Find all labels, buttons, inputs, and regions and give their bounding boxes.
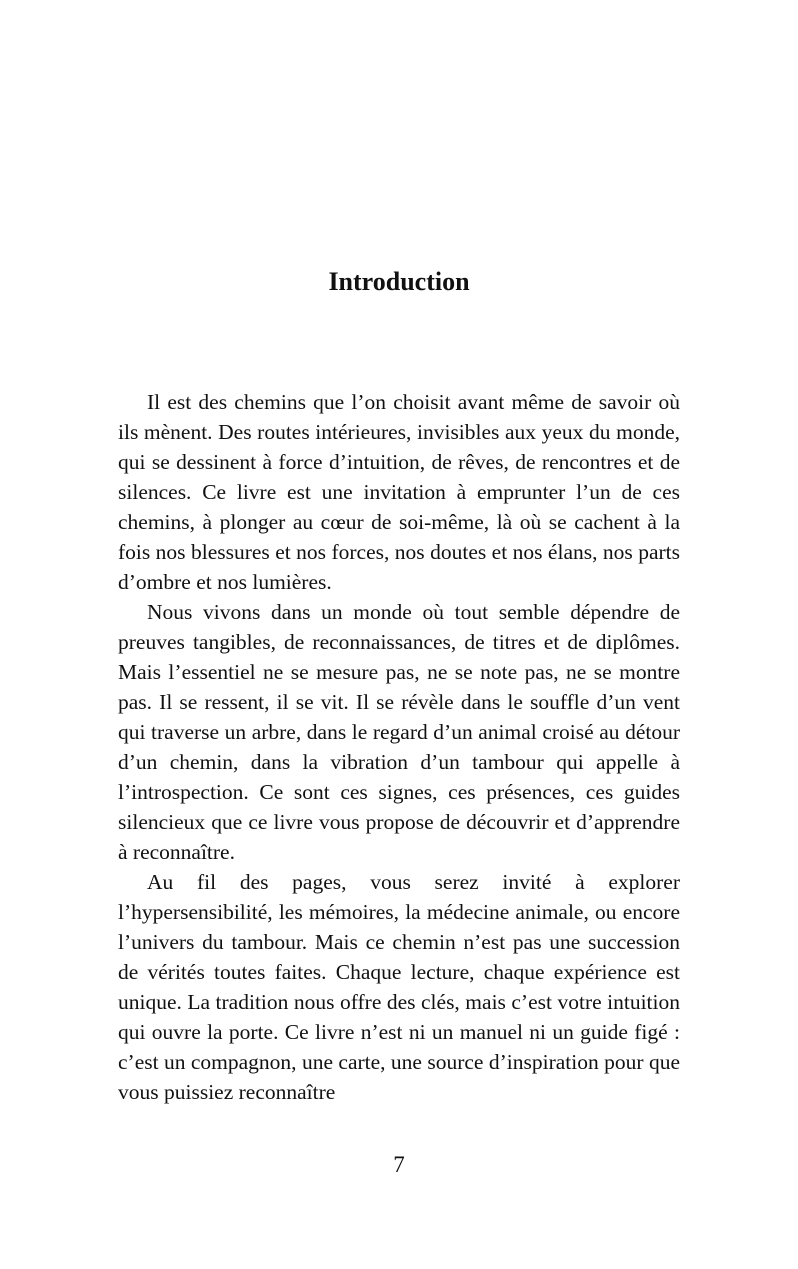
paragraph-1: Il est des chemins que l’on choisit avant même de savoir où ils mènent. Des routes intérieures, invisibles aux yeux du monde, qui se dessinent à force d’intuition, de rêves, de rencontres et de silences. Ce livre est une invitation à emprunter l’un de ces chemins, à plonger au cœur de soi-même, là où se cachent à la fois nos blessures et nos forces, nos doutes et nos élans, nos parts d’ombre et nos lumières.: [118, 390, 680, 594]
body-text: [118, 387, 680, 1107]
chapter-title: Introduction: [328, 267, 470, 296]
paragraph-3: Au fil des pages, vous serez invité à explorer l’hypersensibilité, les mémoires, la médecine animale, ou encore l’univers du tambour. Mais ce chemin n’est pas une succession de vérités toutes faites. Chaque lecture, chaque expérience est unique. La tradition nous offre des clés, mais c’est votre intuition qui ouvre la porte. Ce livre n’est ni un manuel ni un guide figé : c’est un compagnon, une carte, une source d’inspiration pour que vous puissiez reconnaître: [118, 870, 680, 1104]
page-number: 7: [393, 1152, 405, 1177]
paragraph-2: Nous vivons dans un monde où tout semble dépendre de preuves tangibles, de reconnaissances, de titres et de diplômes. Mais l’essentiel ne se mesure pas, ne se note pas, ne se montre pas. Il se ressent, il se vit. Il se révèle dans le souffle d’un vent qui traverse un arbre, dans le regard d’un animal croisé au détour d’un chemin, dans la vibration d’un tambour qui appelle à l’introspection. Ce sont ces signes, ces présences, ces guides silencieux que ce livre vous propose de découvrir et d’apprendre à reconnaître.: [118, 600, 680, 864]
